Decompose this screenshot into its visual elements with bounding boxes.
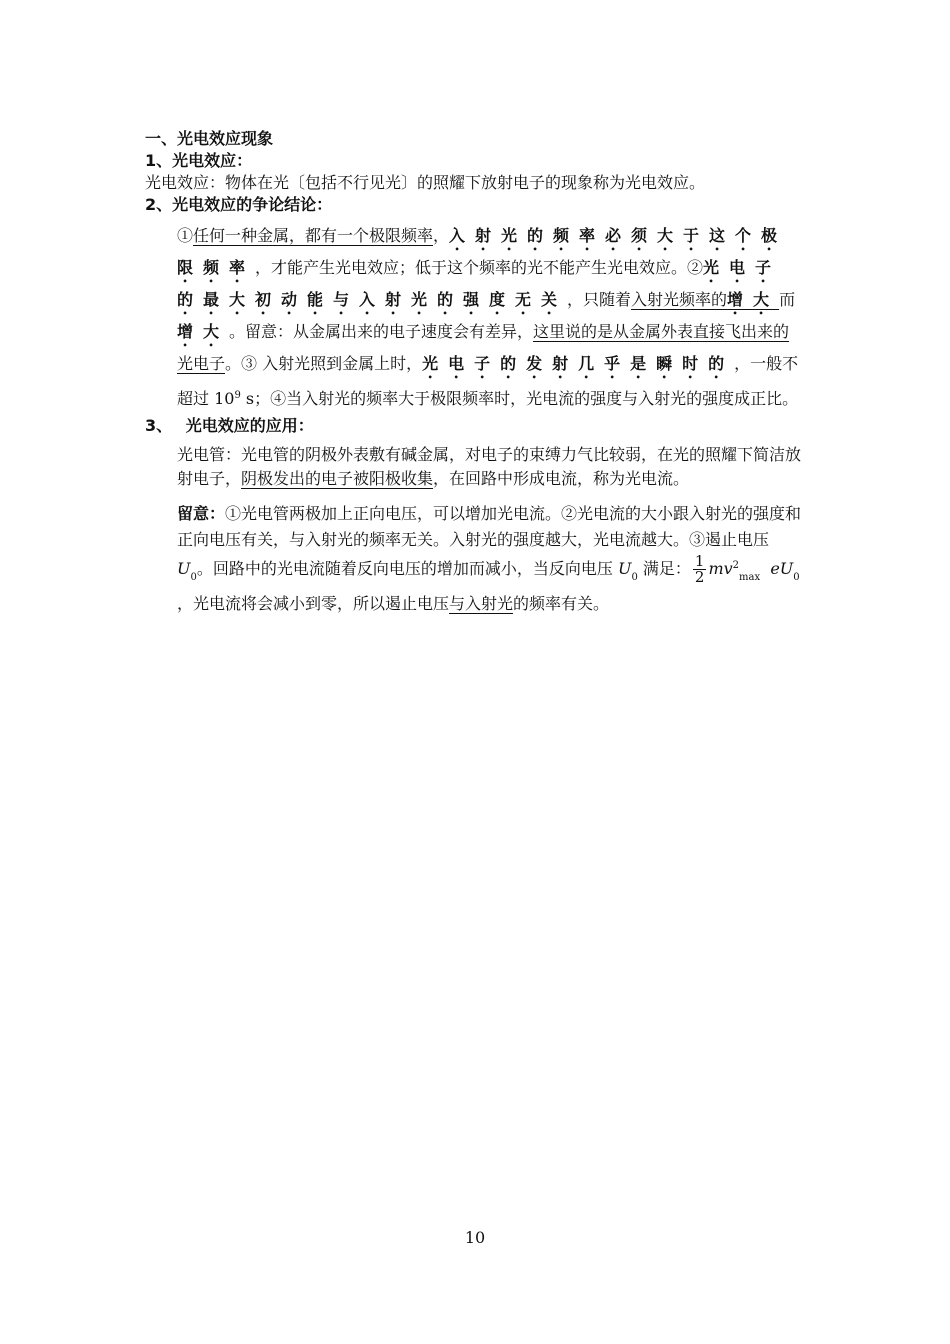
subsection-3-title: 3、 光电效应的应用： xyxy=(145,416,314,435)
subsection-2-title: 2、光电效应的争论结论： xyxy=(145,195,333,214)
notes-paragraph: 留意：①光电管两极加上正向电压，可以增加光电流。②光电流的大小跟入射光的强度和正向电压有关，与入射光的频率无关。入射光的强度越大，光电流越大。③遏止电压 $U_0$。回路中的光电流随着反向电压的增加而减小，当反向电压 $U_0$ 满足： $\frac{1}{2}$ $mv^2_{max}$ $eU_0$ ，光电流将会减小到零，所以遏止电压与入射光的频率有关。 xyxy=(177,504,802,613)
fraction-one-half: $\frac{1}{2}$ xyxy=(694,552,705,586)
phototube-paragraph: 光电管：光电管的阴极外表敷有碱金属，对电子的束缚力气比较弱，在光的照耀下简洁放射电子，阴极发出的电子被阳极收集，在回路中形成电流，称为光电流。 xyxy=(177,445,802,488)
subsection-1-title: 1、光电效应： xyxy=(145,151,253,170)
document-body xyxy=(145,128,805,617)
page-number: 10 xyxy=(464,1228,486,1247)
definition-paragraph: 光电效应：物体在光〔包括不行见光〕的照耀下放射电子的现象称为光电效应。 xyxy=(145,173,706,192)
section-title: 一、光电效应现象 xyxy=(145,129,274,148)
conclusions-paragraph: ①任何一种金属，都有一个极限频率，入射光的频率必须大于这个极限频率，才能产生光电效应；低于这个频率的光不能产生光电效应。②光电子的最大初动能与入射光的强度无关，只随着入射光频率的增大而增大。留意：从金属出来的电子速度会有差异，这里说的是从金属外表直接飞出来的光电子。③ 入射光照到金属上时，光电子的发射几乎是瞬时的，一般不超过 $10^9$ s；④当入射光的频率大于极限频率时，光电流的强度与入射光的强度成正比。 xyxy=(177,226,799,408)
